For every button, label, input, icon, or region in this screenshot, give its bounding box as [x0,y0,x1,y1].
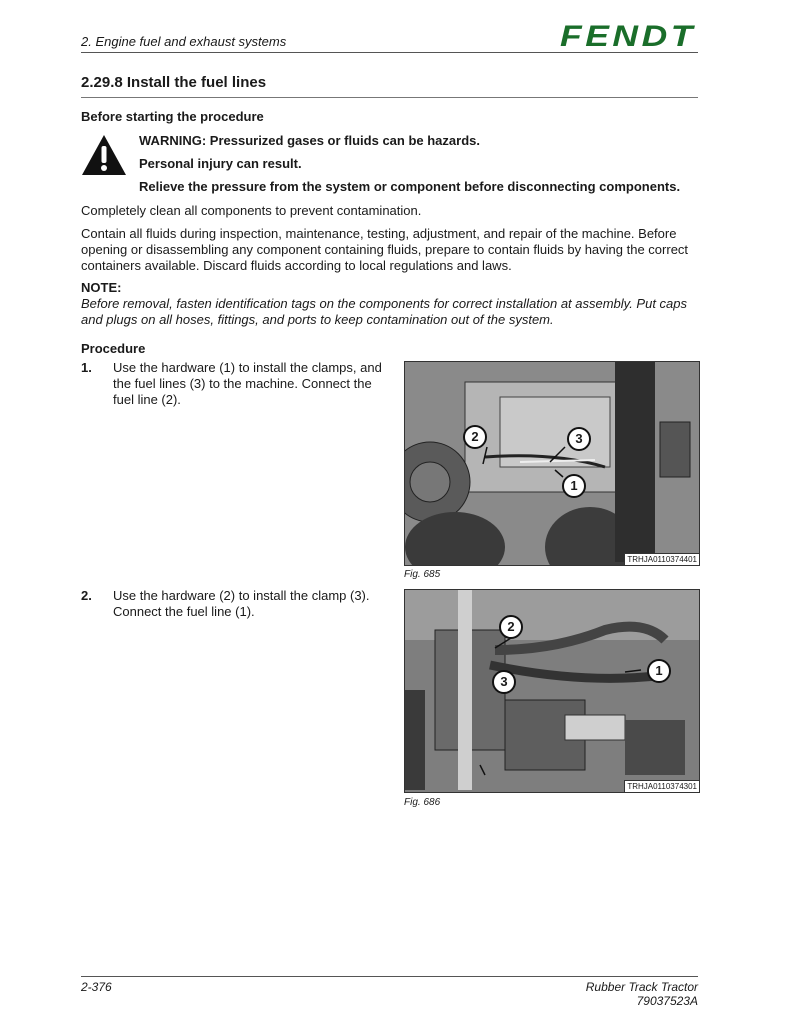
callout-2: 2 [499,615,523,639]
figure-685-image [404,361,700,566]
figure-code: TRHJA0110374301 [624,780,699,792]
page-number: 2-376 [81,980,112,994]
figure-code: TRHJA0110374401 [624,553,699,565]
note-label: NOTE: [81,280,122,295]
callout-1: 1 [562,474,586,498]
warning-triangle-icon [81,134,127,176]
step-text: Use the hardware (2) to install the clamp (3). Connect the fuel line (1). [113,588,370,619]
product-name: Rubber Track Tractor [585,980,698,994]
logo-text: FENDT [560,22,696,50]
footer-product-info [586,980,698,1008]
header-divider [81,52,698,53]
fendt-logo [558,22,698,50]
before-heading: Before starting the procedure [81,109,264,124]
footer-divider [81,976,698,977]
callout-3: 3 [567,427,591,451]
figure-686-image [404,589,700,793]
header-section-title: 2. Engine fuel and exhaust systems [81,34,287,49]
step-number: 1. [81,360,92,375]
page-title: 2.29.8 Install the fuel lines [81,74,267,91]
procedure-heading: Procedure [81,341,146,356]
figure-caption: Fig. 685 [404,569,441,580]
paragraph-fluids: Contain all fluids during inspection, maintenance, testing, adjustment, and repair of the machine. Before opening or disassembling any component containing fluids, prepare to contain fluids by having the correct containers available. Discard fluids according to local regulations and laws. [81,226,689,273]
document-number: 79037523A [636,994,698,1008]
callout-1: 1 [647,659,671,683]
warning-line-3: Relieve the pressure from the system or component before disconnecting components. [139,179,681,194]
note-text: Before removal, fasten identification tags on the components for correct installation at assembly. Put caps and plugs on all hoses, fittings, and ports to keep contamination out of the system. [81,296,688,327]
step-number: 2. [81,588,92,603]
warning-line-1: WARNING: Pressurized gases or fluids can be hazards. [139,133,480,148]
title-divider [81,97,698,98]
callout-3: 3 [492,670,516,694]
engine-illustration [405,590,699,792]
figure-caption: Fig. 686 [404,797,441,808]
warning-line-2: Personal injury can result. [139,156,302,171]
callout-2: 2 [463,425,487,449]
engine-illustration [405,362,699,565]
paragraph-clean: Completely clean all components to prevent contamination. [81,203,422,218]
step-text: Use the hardware (1) to install the clamps, and the fuel lines (3) to the machine. Connect the fuel line (2). [113,360,382,407]
